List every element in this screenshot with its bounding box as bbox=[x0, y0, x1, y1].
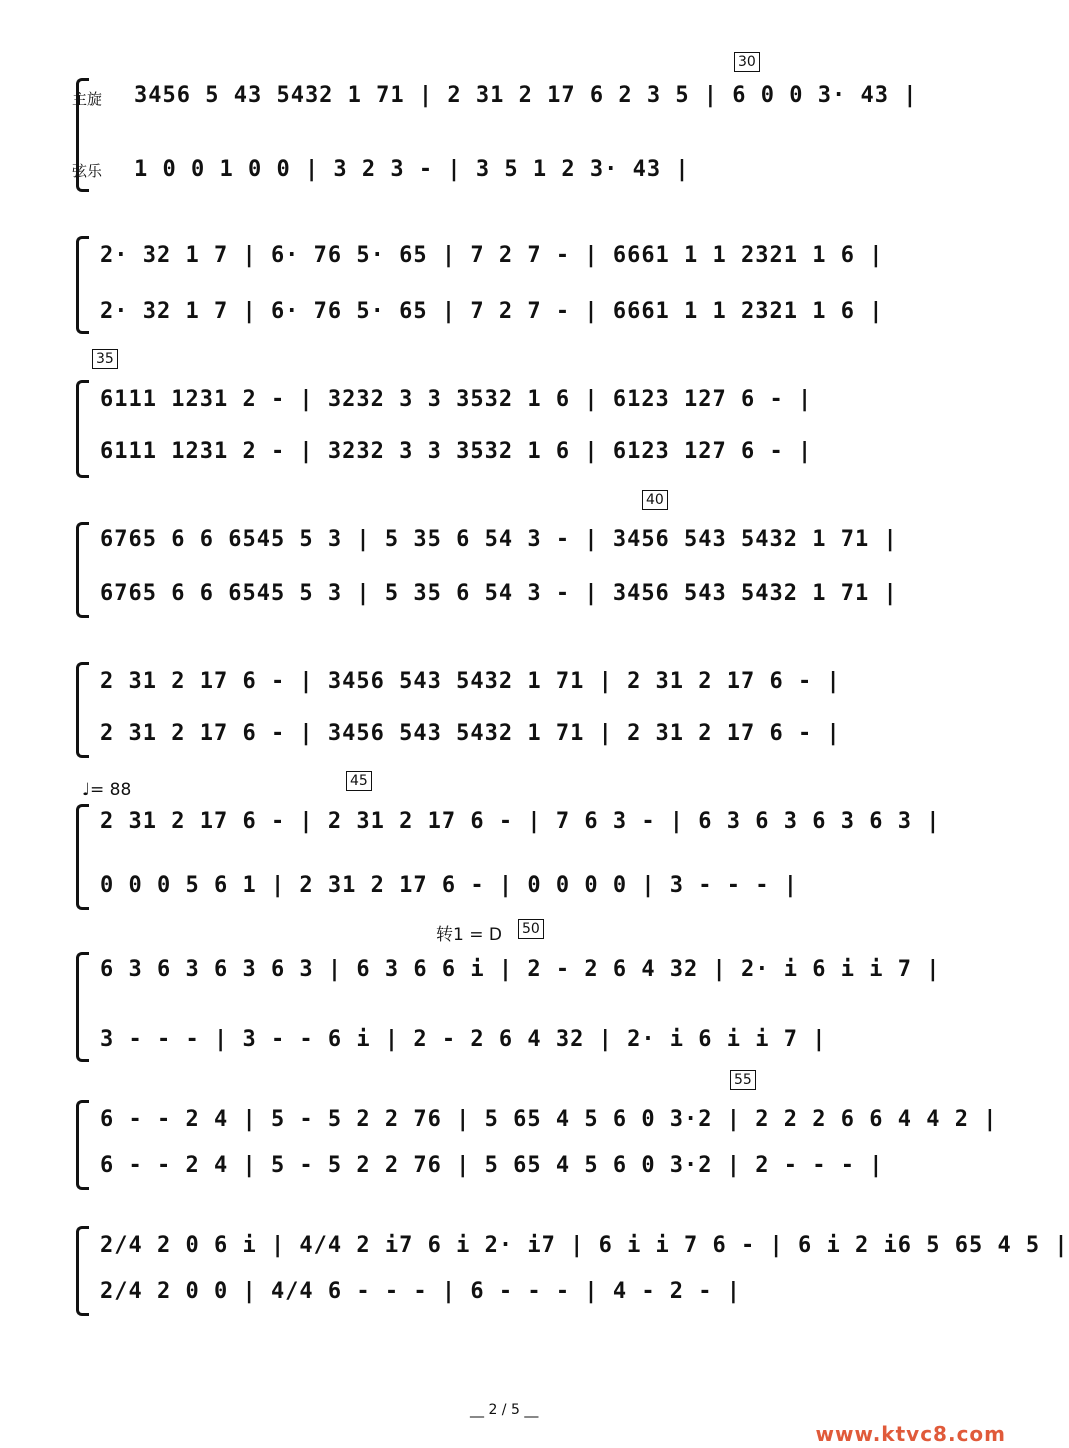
watermark: www.ktvc8.com bbox=[815, 1422, 1006, 1446]
measure-number: 50 bbox=[518, 919, 544, 939]
strings-line: 2· 32 1 7 | 6· 76 5· 65 | 7 2 7 - | 6661 1 1 2321 1 6 | bbox=[100, 299, 884, 324]
strings-line: 6765 6 6 6545 5 3 | 5 35 6 54 3 - | 3456 543 5432 1 71 | bbox=[100, 581, 898, 606]
melody-line: 2· 32 1 7 | 6· 76 5· 65 | 7 2 7 - | 6661 1 1 2321 1 6 | bbox=[100, 243, 884, 268]
melody-line: 6111 1231 2 - | 3232 3 3 3532 1 6 | 6123 127 6 - | bbox=[100, 387, 813, 412]
system-brace bbox=[76, 380, 89, 478]
melody-line: 6 - - 2 4 | 5 - 5 2 2 76 | 5 65 4 5 6 0 3·2 | 2 2 2 6 6 4 4 2 | bbox=[100, 1107, 998, 1132]
measure-number: 35 bbox=[92, 349, 118, 369]
strings-line: 6 - - 2 4 | 5 - 5 2 2 76 | 5 65 4 5 6 0 3·2 | 2 - - - | bbox=[100, 1153, 884, 1178]
system-brace bbox=[76, 952, 89, 1062]
tempo-marking: ♩= 88 bbox=[82, 780, 132, 800]
system-brace bbox=[76, 1226, 89, 1316]
system-brace bbox=[76, 662, 89, 758]
strings-line: 3 - - - | 3 - - 6 i | 2 - 2 6 4 32 | 2· i 6 i i 7 | bbox=[100, 1027, 827, 1052]
measure-number: 55 bbox=[730, 1070, 756, 1090]
melody-line: 2 31 2 17 6 - | 2 31 2 17 6 - | 7 6 3 - | 6 3 6 3 6 3 6 3 | bbox=[100, 809, 941, 834]
system-brace bbox=[76, 78, 89, 192]
melody-line: 3456 5 43 5432 1 71 | 2 31 2 17 6 2 3 5 | 6 0 0 3· 43 | bbox=[134, 83, 918, 108]
part-label-strings: 弦乐 bbox=[72, 162, 103, 180]
part-label-melody: 主旋 bbox=[72, 90, 103, 108]
strings-line: 2/4 2 0 0 | 4/4 6 - - - | 6 - - - | 4 - 2 - | bbox=[100, 1279, 742, 1304]
system-brace bbox=[76, 236, 89, 334]
melody-line: 2 31 2 17 6 - | 3456 543 5432 1 71 | 2 31 2 17 6 - | bbox=[100, 669, 841, 694]
strings-line: 0 0 0 5 6 1 | 2 31 2 17 6 - | 0 0 0 0 | 3 - - - | bbox=[100, 873, 799, 898]
strings-line: 2 31 2 17 6 - | 3456 543 5432 1 71 | 2 31 2 17 6 - | bbox=[100, 721, 841, 746]
system-brace bbox=[76, 1100, 89, 1190]
measure-number: 45 bbox=[346, 771, 372, 791]
system-brace bbox=[76, 522, 89, 618]
strings-line: 6111 1231 2 - | 3232 3 3 3532 1 6 | 6123 127 6 - | bbox=[100, 439, 813, 464]
page-number: __ 2 / 5 __ bbox=[470, 1402, 539, 1418]
system-brace bbox=[76, 804, 89, 910]
measure-number: 30 bbox=[734, 52, 760, 72]
melody-line: 6 3 6 3 6 3 6 3 | 6 3 6 6 i | 2 - 2 6 4 32 | 2· i 6 i i 7 | bbox=[100, 957, 941, 982]
strings-line: 1 0 0 1 0 0 | 3 2 3 - | 3 5 1 2 3· 43 | bbox=[134, 157, 690, 182]
measure-number: 40 bbox=[642, 490, 668, 510]
melody-line: 2/4 2 0 6 i | 4/4 2 i7 6 i 2· i7 | 6 i i 7 6 - | 6 i 2 i6 5 65 4 5 | bbox=[100, 1233, 1069, 1258]
key-change-marking: 转1 = D bbox=[436, 925, 502, 945]
melody-line: 6765 6 6 6545 5 3 | 5 35 6 54 3 - | 3456 543 5432 1 71 | bbox=[100, 527, 898, 552]
